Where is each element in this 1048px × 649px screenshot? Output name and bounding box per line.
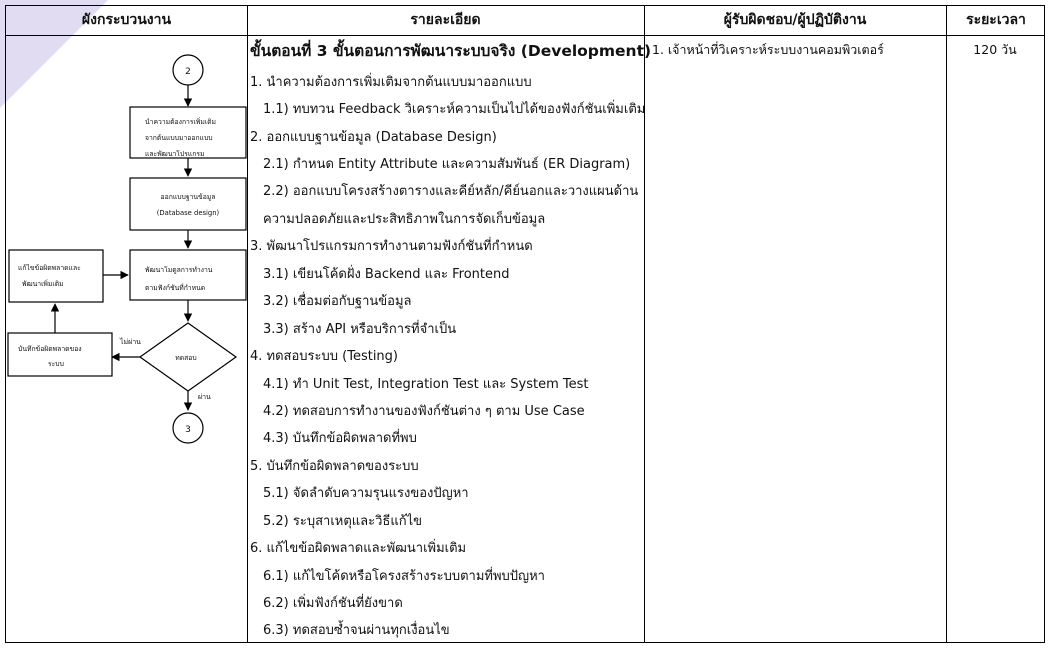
process-flowchart [0, 0, 250, 649]
svg-text:พัฒนาโมดูลการทำงาน: พัฒนาโมดูลการทำงาน [145, 266, 213, 274]
svg-text:พัฒนาเพิ่มเติม: พัฒนาเพิ่มเติม [22, 280, 64, 288]
column-divider [946, 6, 947, 642]
svg-text:บันทึกข้อผิดพลาดของ: บันทึกข้อผิดพลาดของ [18, 345, 82, 353]
svg-text:นำความต้องการเพิ่มเติม: นำความต้องการเพิ่มเติม [145, 118, 217, 126]
svg-text:(Database design): (Database design) [156, 209, 220, 217]
detail-step: 1. นำความต้องการเพิ่มเติมจากต้นแบบมาออกแบบ [250, 75, 532, 90]
detail-substep: 5.1) จัดลำดับความรุนแรงของปัญหา [263, 486, 469, 501]
process-box-requirements [130, 107, 246, 158]
connector-end [173, 413, 203, 443]
detail-substep: 5.2) ระบุสาเหตุและวิธีแก้ไข [263, 514, 423, 529]
detail-step: 4. ทดสอบระบบ (Testing) [250, 349, 398, 364]
process-box-log-errors [8, 333, 112, 376]
fail-label: ไม่ผ่าน [120, 338, 141, 346]
header-duration: ระยะเวลา [966, 12, 1026, 28]
detail-substep: 2.2) ออกแบบโครงสร้างตารางและคีย์หลัก/คีย์นอกและวางแผนด้าน [263, 184, 639, 199]
svg-text:แก้ไขข้อผิดพลาดและ: แก้ไขข้อผิดพลาดและ [18, 264, 81, 272]
svg-text:3: 3 [185, 425, 191, 435]
header-flow: ผังกระบวนงาน [81, 12, 172, 28]
detail-substep: 4.2) ทดสอบการทำงานของฟังก์ชันต่าง ๆ ตาม Use Case [263, 404, 585, 419]
detail-substep: 3.2) เชื่อมต่อกับฐานข้อมูล [263, 294, 412, 309]
responsible-person: 1. เจ้าหน้าที่วิเคราะห์ระบบงานคอมพิวเตอร์ [652, 42, 884, 57]
detail-substep: 2.1) กำหนด Entity Attribute และความสัมพันธ์ (ER Diagram) [263, 157, 631, 172]
connector-start [173, 55, 203, 85]
decision-test [140, 323, 236, 391]
detail-substep: 3.1) เขียนโค้ดฝั่ง Backend และ Frontend [263, 267, 510, 282]
svg-text:2: 2 [185, 67, 191, 77]
process-box-database-design [130, 178, 246, 230]
detail-substep: 3.3) สร้าง API หรือบริการที่จำเป็น [263, 322, 457, 337]
pass-label: ผ่าน [198, 393, 211, 401]
detail-substep: 6.1) แก้ไขโค้ดหรือโครงสร้างระบบตามที่พบปัญหา [263, 569, 545, 584]
svg-text:ระบบ: ระบบ [48, 360, 64, 368]
detail-substep: 6.2) เพิ่มฟังก์ชันที่ยังขาด [263, 596, 403, 611]
svg-text:และพัฒนาโปรแกรม: และพัฒนาโปรแกรม [145, 150, 205, 158]
detail-step: 6. แก้ไขข้อผิดพลาดและพัฒนาเพิ่มเติม [250, 541, 467, 556]
detail-substep: 4.3) บันทึกข้อผิดพลาดที่พบ [263, 431, 417, 446]
detail-step: 5. บันทึกข้อผิดพลาดของระบบ [250, 459, 419, 474]
svg-text:ทดสอบ: ทดสอบ [175, 354, 197, 362]
svg-text:ตามฟังก์ชันที่กำหนด: ตามฟังก์ชันที่กำหนด [145, 284, 206, 292]
detail-step: 2. ออกแบบฐานข้อมูล (Database Design) [250, 130, 497, 145]
detail-substep: 4.1) ทำ Unit Test, Integration Test และ System Test [263, 377, 589, 392]
process-box-fix-errors [9, 250, 103, 302]
detail-substep: 1.1) ทบทวน Feedback วิเคราะห์ความเป็นไปได้ของฟังก์ชันเพิ่มเติม [263, 102, 646, 117]
detail-substep-continued: ความปลอดภัยและประสิทธิภาพในการจัดเก็บข้อมูล [263, 212, 546, 227]
svg-text:จากต้นแบบมาออกแบบ: จากต้นแบบมาออกแบบ [145, 134, 213, 142]
detail-step: 3. พัฒนาโปรแกรมการทำงานตามฟังก์ชันที่กำหนด [250, 239, 533, 254]
duration-value: 120 วัน [973, 42, 1017, 57]
svg-text:ออกแบบฐานข้อมูล: ออกแบบฐานข้อมูล [160, 193, 216, 201]
detail-title: ขั้นตอนที่ 3 ขั้นตอนการพัฒนาระบบจริง (Development) [250, 42, 652, 60]
header-responsible: ผู้รับผิดชอบ/ผู้ปฏิบัติงาน [723, 12, 867, 28]
detail-substep: 6.3) ทดสอบซ้ำจนผ่านทุกเงื่อนไข [263, 623, 450, 638]
process-box-develop-modules [130, 250, 246, 300]
header-detail: รายละเอียด [410, 12, 481, 28]
